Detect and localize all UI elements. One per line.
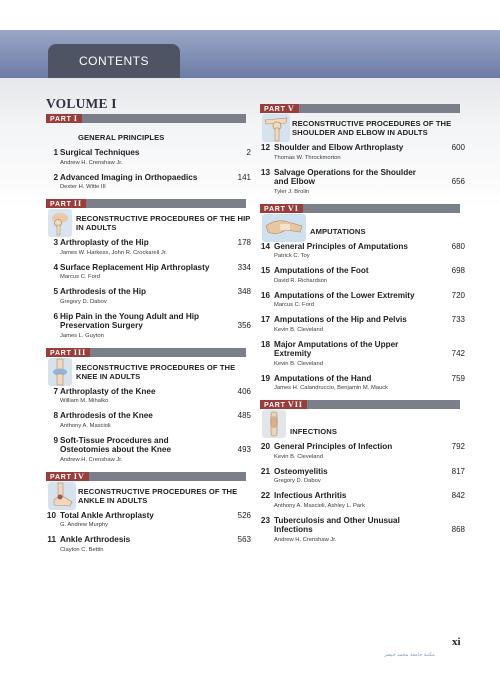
volume-title: VOLUME I [46,96,117,111]
chapter-author: Kevin B. Cleveland [274,326,323,333]
chapter-entry[interactable] [260,168,465,196]
chapter-number: 21 [260,466,270,476]
chapter-entry[interactable] [260,340,465,368]
chapter-author: David R. Richardson [274,277,328,284]
chapter-number: 13 [260,167,270,177]
chapter-author: Marcus C. Ford [274,302,314,308]
chapter-author: Andrew H. Crenshaw Jr. [60,159,123,166]
chapter-author: Clayton C. Bettin [60,546,104,553]
part-section-iii [46,348,251,464]
chapter-author: Andrew H. Crenshaw Jr. [60,456,123,463]
part-title: AMPUTATIONS [310,226,366,236]
part-section-ii [46,199,251,340]
ankle-joint-image [48,482,72,510]
part-tag [260,104,299,113]
chapter-author: William M. Mihalko [60,398,109,404]
chapter-author: Anthony A. Mascioli [60,422,111,429]
chapter-number: 1 [53,148,58,157]
chapter-entry[interactable] [260,143,465,162]
chapter-page-number: 2 [246,148,251,157]
chapter-title: General Principles of Infection [274,442,393,451]
chapter-title: General Principles of Amputations [274,241,408,251]
chapter-entry[interactable] [46,238,251,257]
chapter-number: 8 [53,411,58,420]
chapter-author: Gregory D. Dabov [60,298,107,305]
chapter-title: Advanced Imaging in Orthopaedics [60,172,198,182]
chapter-number: 14 [260,241,270,251]
part-roman-numeral: II [73,198,82,208]
chapter-author: Gregory D. Dabov [274,478,321,484]
part-tag [260,204,303,213]
chapter-page-number: 178 [237,238,251,247]
chapter-author: Marcus C. Ford [60,274,100,280]
chapter-page-number: 817 [451,466,465,476]
chapter-entry[interactable] [46,387,251,406]
chapter-page-number: 868 [451,525,465,534]
chapter-title: Total Ankle Arthroplasty [60,510,154,520]
part-header-bar [46,348,246,357]
chapter-page-number: 526 [237,510,251,520]
contents-heading: CONTENTS [79,54,149,68]
chapter-page-number: 493 [237,445,251,454]
chapter-number: 6 [53,311,58,321]
chapter-title: Soft-Tissue Procedures and Osteotomies about the Knee [60,435,172,454]
chapter-author: Kevin B. Cleveland [274,453,323,460]
watermark-text: مكتبة جامعة محمد خيضر [384,652,435,658]
part-roman-numeral: III [73,346,87,357]
chapter-entry[interactable] [46,287,251,306]
chapter-number: 3 [53,238,58,247]
chapter-entry[interactable] [260,467,465,486]
chapter-title: Salvage Operations for the Shoulder and Elbow [274,167,416,186]
part-title: RECONSTRUCTIVE PROCEDURES OF THE HIP IN ADULTS [76,214,251,232]
amputation-image [262,214,286,242]
chapter-title: Ankle Arthrodesis [60,535,131,544]
chapter-author: Patrick C. Toy [274,253,310,259]
chapter-title: Tuberculosis and Other Unusual Infections [274,515,400,534]
part-roman-numeral: VI [287,202,299,213]
chapter-number: 7 [53,386,58,396]
chapter-author: Anthony A. Mascioli, Ashley L. Park [274,502,365,509]
part-header-bar [260,204,460,213]
chapter-page-number: 720 [451,290,465,300]
chapter-title: Arthrodesis of the Hip [60,287,146,296]
chapter-title: Amputations of the Lower Extremity [274,290,415,300]
part-label: PART [50,349,72,357]
chapter-number: 12 [260,143,270,152]
chapter-author: Thomas W. Throckmorton [274,154,341,161]
page-number: xi [452,636,461,648]
chapter-author: James H. Calandruccio, Benjamin M. Mauck [274,385,389,391]
chapter-entry[interactable] [260,442,465,461]
chapter-entry[interactable] [260,374,465,393]
chapter-number: 19 [260,373,270,383]
part-label: PART [264,106,286,113]
part-roman-numeral: I [73,113,78,123]
chapter-title: Arthroplasty of the Knee [60,386,156,396]
chapter-title: Hip Pain in the Young Adult and Hip Preservation Surgery [60,311,200,330]
chapter-number: 17 [260,315,270,324]
chapter-entry[interactable] [260,516,465,544]
part-tag [46,348,90,357]
part-title: INFECTIONS [290,427,337,436]
part-section-vi [260,204,465,393]
knee-joint-image [48,358,72,386]
chapter-page-number: 656 [451,177,465,186]
chapter-author: G. Andrew Murphy [60,522,109,528]
chapter-title: Arthroplasty of the Hip [60,238,149,247]
chapter-entry[interactable] [260,315,465,334]
chapter-page-number: 563 [237,535,251,544]
chapter-title: Shoulder and Elbow Arthroplasty [274,143,404,152]
chapter-entry[interactable] [46,312,251,340]
chapter-entry[interactable] [46,173,251,192]
part-tag [46,199,86,208]
chapter-number: 23 [260,515,270,525]
chapter-page-number: 733 [451,315,465,324]
left-column [46,96,251,560]
part-header-bar [46,114,246,123]
chapter-title: Arthrodesis of the Knee [60,411,153,420]
chapter-number: 11 [47,535,56,544]
hip-joint-image [48,209,72,237]
chapter-number: 9 [53,435,58,445]
chapter-title: Major Amputations of the Upper Extremity [274,339,399,358]
part-label: PART [264,205,286,213]
chapter-author: Dexter H. Witte III [60,184,106,190]
chapter-entry[interactable] [46,535,251,554]
chapter-page-number: 792 [451,442,465,451]
part-section-vii [260,400,465,544]
chapter-entry[interactable] [260,242,465,261]
chapter-page-number: 406 [237,386,251,396]
contents-tab [48,44,180,78]
part-label: PART [50,201,72,208]
chapter-entry[interactable] [46,511,251,530]
part-tag [46,472,89,481]
chapter-title: Surgical Techniques [60,148,140,157]
chapter-title: Osteomyelitis [274,466,328,476]
part-tag [46,114,82,123]
part-header-bar [46,472,246,481]
chapter-page-number: 356 [237,321,251,330]
chapter-page-number: 334 [237,262,251,272]
part-label: PART [50,116,72,123]
chapter-page-number: 600 [451,143,465,152]
chapter-title: Amputations of the Hand [274,373,372,383]
part-header-bar [260,400,460,409]
chapter-page-number: 348 [237,287,251,296]
part-title: RECONSTRUCTIVE PROCEDURES OF THE KNEE IN ADULTS [76,362,236,381]
part-section-i [46,114,251,191]
chapter-entry[interactable] [46,148,251,167]
chapter-number: 4 [53,262,58,272]
chapter-entry[interactable] [260,266,465,285]
chapter-author: Andrew H. Crenshaw Jr. [274,536,337,543]
part-roman-numeral: V [287,103,295,113]
chapter-number: 20 [260,442,270,451]
chapter-author: James W. Harkess, John R. Crockarell Jr. [60,249,167,256]
chapter-entry[interactable] [46,263,251,282]
part-title: RECONSTRUCTIVE PROCEDURES OF THE SHOULDER AND ELBOW IN ADULTS [292,119,452,137]
chapter-title: Infectious Arthritis [274,491,347,500]
chapter-page-number: 485 [237,411,251,420]
part-title: GENERAL PRINCIPLES [78,133,165,142]
chapter-page-number: 742 [451,349,465,358]
chapter-title: Amputations of the Foot [274,266,369,275]
chapter-page-number: 141 [237,172,251,182]
infection-image [262,410,286,438]
chapter-title: Amputations of the Hip and Pelvis [274,315,407,324]
shoulder-joint-image [262,114,286,142]
chapter-author: James L. Guyton [60,332,104,339]
chapter-number: 5 [53,287,58,296]
chapter-number: 18 [260,339,270,349]
chapter-entry[interactable] [46,436,251,464]
part-section-iv [46,472,251,554]
part-roman-numeral: IV [73,470,85,481]
chapter-page-number: 680 [451,241,465,251]
chapter-number: 10 [46,510,56,520]
chapter-title: Surface Replacement Hip Arthroplasty [60,262,210,272]
part-label: PART [264,402,286,409]
chapter-number: 22 [260,491,270,500]
chapter-number: 2 [53,172,58,182]
chapter-entry[interactable] [260,291,465,310]
chapter-author: Kevin B. Cleveland [274,360,323,367]
chapter-number: 15 [260,266,270,275]
part-label: PART [50,473,72,481]
part-title: RECONSTRUCTIVE PROCEDURES OF THE ANKLE IN ADULTS [78,486,238,505]
part-header-bar [260,104,460,113]
chapter-page-number: 698 [451,266,465,275]
chapter-page-number: 842 [451,491,465,500]
chapter-page-number: 759 [451,373,465,383]
part-section-v [260,104,465,196]
chapter-author: Tyler J. Brolin [274,188,310,195]
chapter-entry[interactable] [46,411,251,430]
part-header-bar [46,199,246,208]
chapter-entry[interactable] [260,491,465,510]
part-roman-numeral: VII [287,399,303,409]
part-tag [260,400,307,409]
right-column [260,96,465,550]
chapter-number: 16 [260,290,270,300]
